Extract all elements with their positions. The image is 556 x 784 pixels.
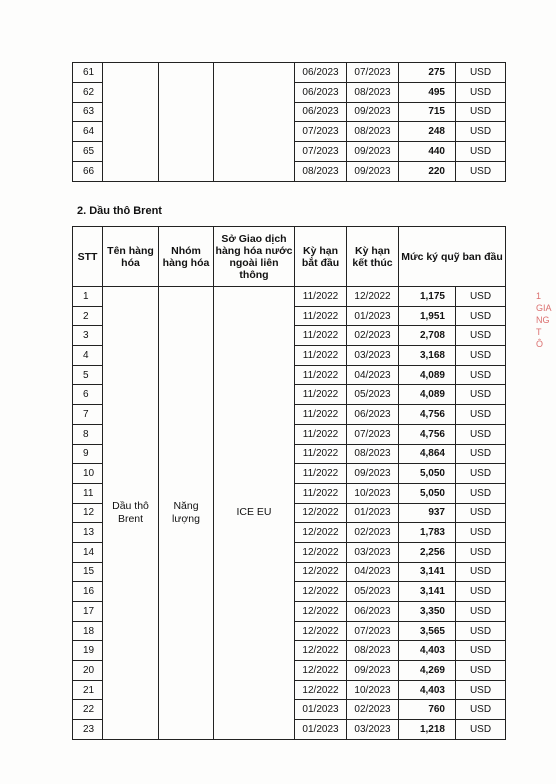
currency-cell: USD (456, 621, 506, 641)
end-cell: 09/2023 (347, 102, 399, 122)
start-cell: 12/2022 (295, 641, 347, 661)
currency-cell: USD (456, 523, 506, 543)
red-stamp-fragment (536, 290, 556, 410)
section-heading: 2. Dầu thô Brent (77, 205, 162, 217)
name-cell (103, 63, 159, 182)
margin-cell: 4,756 (399, 424, 456, 444)
margin-cell: 1,951 (399, 306, 456, 326)
stt-cell: 3 (73, 326, 103, 346)
start-cell: 08/2023 (295, 161, 347, 181)
margin-cell: 2,256 (399, 542, 456, 562)
margin-cell: 937 (399, 503, 456, 523)
exchange-cell (214, 63, 295, 182)
currency-cell: USD (456, 385, 506, 405)
margin-cell: 3,141 (399, 582, 456, 602)
currency-cell: USD (456, 483, 506, 503)
end-cell: 03/2023 (347, 720, 399, 740)
end-cell: 02/2023 (347, 326, 399, 346)
end-cell: 08/2023 (347, 444, 399, 464)
start-cell: 12/2022 (295, 542, 347, 562)
currency-cell: USD (456, 582, 506, 602)
currency-cell: USD (456, 424, 506, 444)
commodity-group-cell: Năng lượng (159, 287, 214, 740)
currency-cell: USD (456, 161, 506, 181)
stt-cell: 21 (73, 680, 103, 700)
stt-cell: 8 (73, 424, 103, 444)
start-cell: 12/2022 (295, 523, 347, 543)
start-cell: 11/2022 (295, 444, 347, 464)
stt-cell: 5 (73, 365, 103, 385)
currency-cell: USD (456, 82, 506, 102)
stt-cell: 63 (73, 102, 103, 122)
start-cell: 07/2023 (295, 142, 347, 162)
table-row (73, 63, 506, 83)
currency-cell: USD (456, 464, 506, 484)
header-group: Nhóm hàng hóa (159, 227, 214, 287)
exchange-cell: ICE EU (214, 287, 295, 740)
margin-cell: 715 (399, 102, 456, 122)
currency-cell: USD (456, 562, 506, 582)
stamp-text: Ô (536, 339, 544, 349)
currency-cell: USD (456, 142, 506, 162)
stt-cell: 1 (73, 287, 103, 307)
stt-cell: 62 (73, 82, 103, 102)
brent-margin-table (72, 226, 506, 740)
start-cell: 11/2022 (295, 306, 347, 326)
currency-cell: USD (456, 720, 506, 740)
start-cell: 01/2023 (295, 720, 347, 740)
stt-cell: 23 (73, 720, 103, 740)
table-continued (72, 62, 506, 182)
end-cell: 07/2023 (347, 63, 399, 83)
currency-cell: USD (456, 641, 506, 661)
start-cell: 07/2023 (295, 122, 347, 142)
margin-cell: 4,089 (399, 385, 456, 405)
stamp-text: T (536, 327, 542, 337)
end-cell: 03/2023 (347, 346, 399, 366)
margin-cell: 5,050 (399, 483, 456, 503)
header-stt: STT (73, 227, 103, 287)
stt-cell: 4 (73, 346, 103, 366)
currency-cell: USD (456, 346, 506, 366)
currency-cell: USD (456, 444, 506, 464)
start-cell: 06/2023 (295, 63, 347, 83)
start-cell: 12/2022 (295, 661, 347, 681)
margin-cell: 275 (399, 63, 456, 83)
margin-cell: 1,175 (399, 287, 456, 307)
start-cell: 12/2022 (295, 562, 347, 582)
stamp-text: 1 (536, 291, 542, 301)
margin-cell: 495 (399, 82, 456, 102)
margin-cell: 220 (399, 161, 456, 181)
end-cell: 08/2023 (347, 122, 399, 142)
stt-cell: 13 (73, 523, 103, 543)
start-cell: 11/2022 (295, 405, 347, 425)
start-cell: 11/2022 (295, 385, 347, 405)
start-cell: 11/2022 (295, 365, 347, 385)
margin-cell: 440 (399, 142, 456, 162)
stt-cell: 66 (73, 161, 103, 181)
margin-cell: 4,269 (399, 661, 456, 681)
end-cell: 09/2023 (347, 161, 399, 181)
margin-cell: 4,403 (399, 641, 456, 661)
start-cell: 12/2022 (295, 680, 347, 700)
header-end: Kỳ hạn kết thúc (347, 227, 399, 287)
currency-cell: USD (456, 326, 506, 346)
start-cell: 12/2022 (295, 503, 347, 523)
table-row (73, 287, 506, 307)
end-cell: 12/2022 (347, 287, 399, 307)
stt-cell: 9 (73, 444, 103, 464)
end-cell: 09/2023 (347, 142, 399, 162)
start-cell: 12/2022 (295, 602, 347, 622)
margin-cell: 3,141 (399, 562, 456, 582)
margin-cell: 2,708 (399, 326, 456, 346)
stt-cell: 18 (73, 621, 103, 641)
end-cell: 08/2023 (347, 641, 399, 661)
currency-cell: USD (456, 542, 506, 562)
end-cell: 06/2023 (347, 405, 399, 425)
currency-cell: USD (456, 122, 506, 142)
start-cell: 11/2022 (295, 424, 347, 444)
currency-cell: USD (456, 405, 506, 425)
start-cell: 06/2023 (295, 102, 347, 122)
end-cell: 07/2023 (347, 621, 399, 641)
end-cell: 09/2023 (347, 661, 399, 681)
end-cell: 10/2023 (347, 680, 399, 700)
end-cell: 09/2023 (347, 464, 399, 484)
start-cell: 11/2022 (295, 326, 347, 346)
stt-cell: 61 (73, 63, 103, 83)
stt-cell: 2 (73, 306, 103, 326)
margin-cell: 1,783 (399, 523, 456, 543)
start-cell: 11/2022 (295, 483, 347, 503)
stt-cell: 65 (73, 142, 103, 162)
group-cell (159, 63, 214, 182)
stt-cell: 16 (73, 582, 103, 602)
stamp-text: NG (536, 315, 550, 325)
start-cell: 11/2022 (295, 346, 347, 366)
end-cell: 06/2023 (347, 602, 399, 622)
commodity-name-cell: Dầu thô Brent (103, 287, 159, 740)
stt-cell: 7 (73, 405, 103, 425)
margin-cell: 4,864 (399, 444, 456, 464)
end-cell: 04/2023 (347, 562, 399, 582)
stt-cell: 22 (73, 700, 103, 720)
margin-cell: 3,565 (399, 621, 456, 641)
end-cell: 10/2023 (347, 483, 399, 503)
margin-cell: 4,089 (399, 365, 456, 385)
header-exchange: Sở Giao dịch hàng hóa nước ngoài liên thông (214, 227, 295, 287)
end-cell: 07/2023 (347, 424, 399, 444)
header-start: Kỳ hạn bắt đầu (295, 227, 347, 287)
stt-cell: 15 (73, 562, 103, 582)
margin-cell: 4,756 (399, 405, 456, 425)
end-cell: 03/2023 (347, 542, 399, 562)
end-cell: 05/2023 (347, 385, 399, 405)
currency-cell: USD (456, 306, 506, 326)
currency-cell: USD (456, 661, 506, 681)
margin-cell: 1,218 (399, 720, 456, 740)
end-cell: 04/2023 (347, 365, 399, 385)
margin-cell: 3,350 (399, 602, 456, 622)
stt-cell: 6 (73, 385, 103, 405)
stt-cell: 17 (73, 602, 103, 622)
currency-cell: USD (456, 102, 506, 122)
stamp-text: GIA (536, 303, 552, 313)
end-cell: 01/2023 (347, 503, 399, 523)
margin-cell: 760 (399, 700, 456, 720)
stt-cell: 11 (73, 483, 103, 503)
stt-cell: 12 (73, 503, 103, 523)
end-cell: 05/2023 (347, 582, 399, 602)
start-cell: 12/2022 (295, 582, 347, 602)
header-margin: Mức ký quỹ ban đầu (399, 227, 506, 287)
currency-cell: USD (456, 365, 506, 385)
stt-cell: 10 (73, 464, 103, 484)
currency-cell: USD (456, 503, 506, 523)
margin-cell: 3,168 (399, 346, 456, 366)
start-cell: 01/2023 (295, 700, 347, 720)
currency-cell: USD (456, 680, 506, 700)
margin-cell: 5,050 (399, 464, 456, 484)
stt-cell: 64 (73, 122, 103, 142)
currency-cell: USD (456, 602, 506, 622)
stt-cell: 14 (73, 542, 103, 562)
currency-cell: USD (456, 63, 506, 83)
stt-cell: 20 (73, 661, 103, 681)
end-cell: 01/2023 (347, 306, 399, 326)
stt-cell: 19 (73, 641, 103, 661)
currency-cell: USD (456, 700, 506, 720)
start-cell: 06/2023 (295, 82, 347, 102)
start-cell: 11/2022 (295, 287, 347, 307)
margin-cell: 4,403 (399, 680, 456, 700)
end-cell: 02/2023 (347, 523, 399, 543)
start-cell: 11/2022 (295, 464, 347, 484)
start-cell: 12/2022 (295, 621, 347, 641)
currency-cell: USD (456, 287, 506, 307)
margin-cell: 248 (399, 122, 456, 142)
end-cell: 02/2023 (347, 700, 399, 720)
end-cell: 08/2023 (347, 82, 399, 102)
header-name: Tên hàng hóa (103, 227, 159, 287)
